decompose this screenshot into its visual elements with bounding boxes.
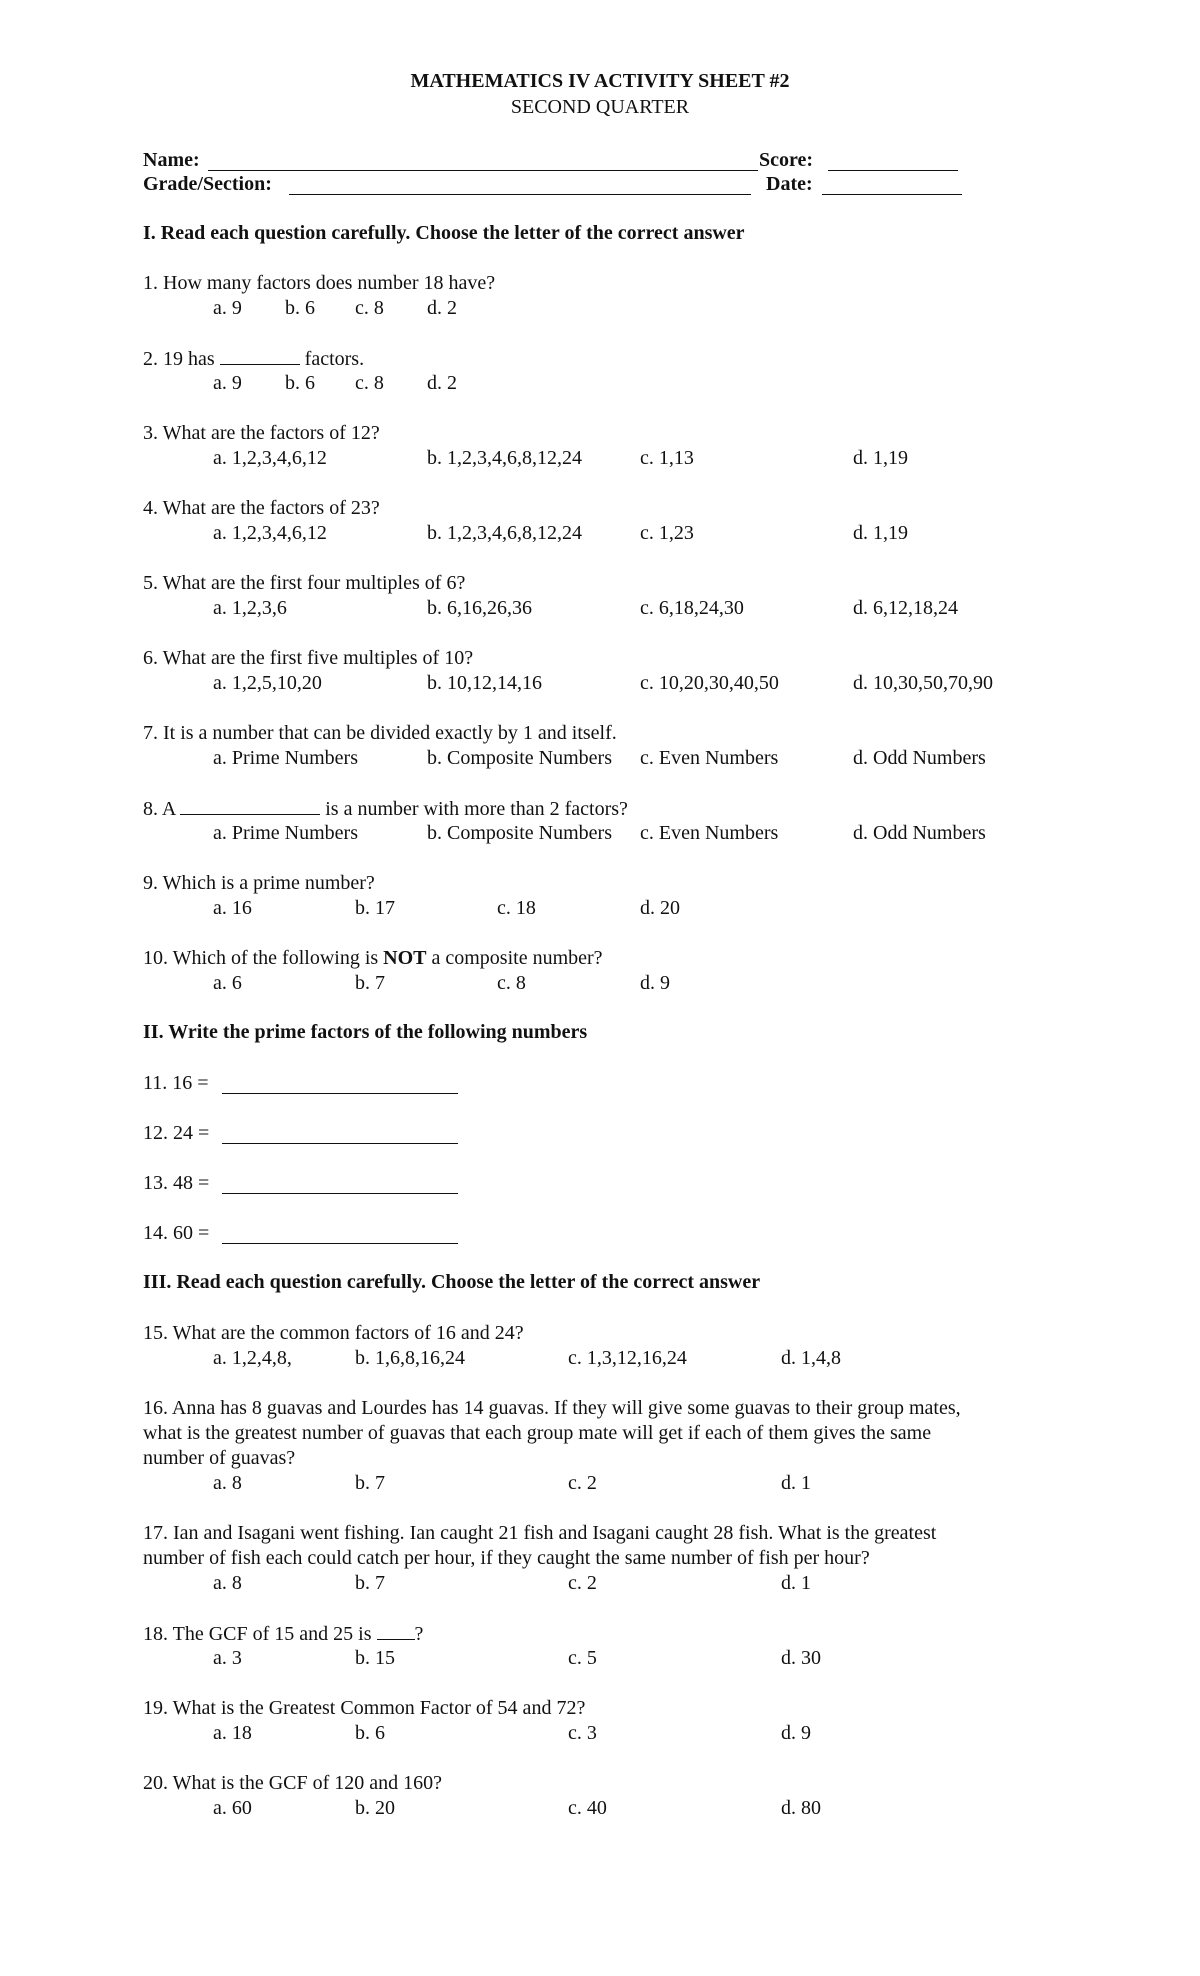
q18-option-b[interactable]: b. 15 [355, 1647, 395, 1669]
q6-option-a[interactable]: a. 1,2,5,10,20 [213, 672, 322, 694]
q10-option-a[interactable]: a. 6 [213, 972, 242, 994]
item-11-answer-field[interactable] [222, 1093, 458, 1094]
page-subtitle: SECOND QUARTER [510, 96, 690, 118]
q5-option-a[interactable]: a. 1,2,3,6 [213, 597, 287, 619]
question-6: 6. What are the first five multiples of 10? [143, 647, 474, 669]
q15-option-d[interactable]: d. 1,4,8 [781, 1347, 841, 1369]
q7-option-c[interactable]: c. Even Numbers [640, 747, 779, 769]
question-8 [143, 796, 628, 822]
q1-option-b[interactable]: b. 6 [285, 297, 315, 319]
q16-option-a[interactable]: a. 8 [213, 1472, 242, 1494]
item-14-label: 14. 60 = [143, 1222, 210, 1244]
q7-option-b[interactable]: b. Composite Numbers [427, 747, 612, 769]
q1-option-d[interactable]: d. 2 [427, 297, 457, 319]
section-2-heading: II. Write the prime factors of the following numbers [143, 1021, 588, 1043]
q2-blank[interactable] [220, 346, 300, 365]
item-11-label: 11. 16 = [143, 1072, 209, 1094]
q19-option-d[interactable]: d. 9 [781, 1722, 811, 1744]
q18-option-c[interactable]: c. 5 [568, 1647, 597, 1669]
q9-option-a[interactable]: a. 16 [213, 897, 252, 919]
q4-option-d[interactable]: d. 1,19 [853, 522, 908, 544]
question-16-line-1: 16. Anna has 8 guavas and Lourdes has 14 guavas. If they will give some guavas to their group mates, [143, 1397, 961, 1419]
question-17-line-1: 17. Ian and Isagani went fishing. Ian caught 21 fish and Isagani caught 28 fish. What is the greatest [143, 1522, 937, 1544]
q10-option-d[interactable]: d. 9 [640, 972, 670, 994]
q4-option-c[interactable]: c. 1,23 [640, 522, 694, 544]
question-17-line-2: number of fish each could catch per hour, if they caught the same number of fish per hour? [143, 1547, 870, 1569]
q6-option-d[interactable]: d. 10,30,50,70,90 [853, 672, 993, 694]
q10-text-bold: NOT [383, 947, 427, 969]
q3-option-a[interactable]: a. 1,2,3,4,6,12 [213, 447, 327, 469]
q7-option-a[interactable]: a. Prime Numbers [213, 747, 358, 769]
q5-option-c[interactable]: c. 6,18,24,30 [640, 597, 744, 619]
q8-option-b[interactable]: b. Composite Numbers [427, 822, 612, 844]
item-12-label: 12. 24 = [143, 1122, 210, 1144]
q8-option-a[interactable]: a. Prime Numbers [213, 822, 358, 844]
q5-option-d[interactable]: d. 6,12,18,24 [853, 597, 958, 619]
q19-option-b[interactable]: b. 6 [355, 1722, 385, 1744]
grade-field[interactable] [289, 194, 751, 195]
q15-option-a[interactable]: a. 1,2,4,8, [213, 1347, 292, 1369]
question-18 [143, 1621, 423, 1647]
score-field[interactable] [828, 170, 958, 171]
q1-option-a[interactable]: a. 9 [213, 297, 242, 319]
q18-text-before: 18. The GCF of 15 and 25 is [143, 1623, 372, 1645]
q20-option-d[interactable]: d. 80 [781, 1797, 821, 1819]
q2-text-after: factors. [304, 348, 365, 370]
item-12-answer-field[interactable] [222, 1143, 458, 1144]
q17-option-d[interactable]: d. 1 [781, 1572, 811, 1594]
q3-option-d[interactable]: d. 1,19 [853, 447, 908, 469]
q18-blank[interactable] [377, 1621, 415, 1640]
q17-option-a[interactable]: a. 8 [213, 1572, 242, 1594]
q10-option-b[interactable]: b. 7 [355, 972, 385, 994]
q16-option-b[interactable]: b. 7 [355, 1472, 385, 1494]
question-19: 19. What is the Greatest Common Factor of 54 and 72? [143, 1697, 586, 1719]
question-16-line-3: number of guavas? [143, 1447, 296, 1469]
q8-blank[interactable] [180, 796, 320, 815]
q10-text-before: 10. Which of the following is [143, 947, 379, 969]
q8-option-d[interactable]: d. Odd Numbers [853, 822, 986, 844]
q19-option-c[interactable]: c. 3 [568, 1722, 597, 1744]
q2-text-before: 2. 19 has [143, 348, 215, 370]
q10-option-c[interactable]: c. 8 [497, 972, 526, 994]
q20-option-c[interactable]: c. 40 [568, 1797, 607, 1819]
q15-option-b[interactable]: b. 1,6,8,16,24 [355, 1347, 465, 1369]
name-label: Name: [143, 149, 200, 171]
item-13-label: 13. 48 = [143, 1172, 210, 1194]
q1-option-c[interactable]: c. 8 [355, 297, 384, 319]
name-field[interactable] [208, 170, 758, 171]
question-5: 5. What are the first four multiples of 6? [143, 572, 466, 594]
q2-option-b[interactable]: b. 6 [285, 372, 315, 394]
question-3: 3. What are the factors of 12? [143, 422, 380, 444]
question-4: 4. What are the factors of 23? [143, 497, 380, 519]
q4-option-a[interactable]: a. 1,2,3,4,6,12 [213, 522, 327, 544]
q9-option-c[interactable]: c. 18 [497, 897, 536, 919]
q8-text-after: is a number with more than 2 factors? [325, 798, 628, 820]
q4-option-b[interactable]: b. 1,2,3,4,6,8,12,24 [427, 522, 582, 544]
q16-option-d[interactable]: d. 1 [781, 1472, 811, 1494]
item-13-answer-field[interactable] [222, 1193, 458, 1194]
question-2 [143, 346, 364, 372]
q2-option-d[interactable]: d. 2 [427, 372, 457, 394]
q8-option-c[interactable]: c. Even Numbers [640, 822, 779, 844]
q5-option-b[interactable]: b. 6,16,26,36 [427, 597, 532, 619]
q6-option-b[interactable]: b. 10,12,14,16 [427, 672, 542, 694]
score-label: Score: [759, 149, 814, 171]
q15-option-c[interactable]: c. 1,3,12,16,24 [568, 1347, 687, 1369]
q3-option-b[interactable]: b. 1,2,3,4,6,8,12,24 [427, 447, 582, 469]
item-14-answer-field[interactable] [222, 1243, 458, 1244]
q18-option-d[interactable]: d. 30 [781, 1647, 821, 1669]
q16-option-c[interactable]: c. 2 [568, 1472, 597, 1494]
q6-option-c[interactable]: c. 10,20,30,40,50 [640, 672, 779, 694]
question-7: 7. It is a number that can be divided exactly by 1 and itself. [143, 722, 617, 744]
q19-option-a[interactable]: a. 18 [213, 1722, 252, 1744]
q9-option-d[interactable]: d. 20 [640, 897, 680, 919]
question-9: 9. Which is a prime number? [143, 872, 375, 894]
section-1-heading: I. Read each question carefully. Choose the letter of the correct answer [143, 222, 745, 244]
grade-label: Grade/Section: [143, 173, 272, 195]
q17-option-c[interactable]: c. 2 [568, 1572, 597, 1594]
date-field[interactable] [822, 194, 962, 195]
q8-text-before: 8. A [143, 798, 176, 820]
q20-option-a[interactable]: a. 60 [213, 1797, 252, 1819]
question-20: 20. What is the GCF of 120 and 160? [143, 1772, 443, 1794]
q10-text-after: a composite number? [431, 947, 603, 969]
q18-text-after: ? [414, 1623, 424, 1645]
question-1: 1. How many factors does number 18 have? [143, 272, 496, 294]
page-title: MATHEMATICS IV ACTIVITY SHEET #2 [410, 70, 790, 92]
section-3-heading: III. Read each question carefully. Choose the letter of the correct answer [143, 1271, 761, 1293]
q20-option-b[interactable]: b. 20 [355, 1797, 395, 1819]
q7-option-d[interactable]: d. Odd Numbers [853, 747, 986, 769]
q3-option-c[interactable]: c. 1,13 [640, 447, 694, 469]
question-10 [143, 946, 603, 971]
question-16-line-2: what is the greatest number of guavas that each group mate will get if each of them gives the same [143, 1422, 932, 1444]
date-label: Date: [766, 173, 813, 195]
q18-option-a[interactable]: a. 3 [213, 1647, 242, 1669]
q17-option-b[interactable]: b. 7 [355, 1572, 385, 1594]
question-15: 15. What are the common factors of 16 and 24? [143, 1322, 524, 1344]
q2-option-a[interactable]: a. 9 [213, 372, 242, 394]
q2-option-c[interactable]: c. 8 [355, 372, 384, 394]
q9-option-b[interactable]: b. 17 [355, 897, 395, 919]
